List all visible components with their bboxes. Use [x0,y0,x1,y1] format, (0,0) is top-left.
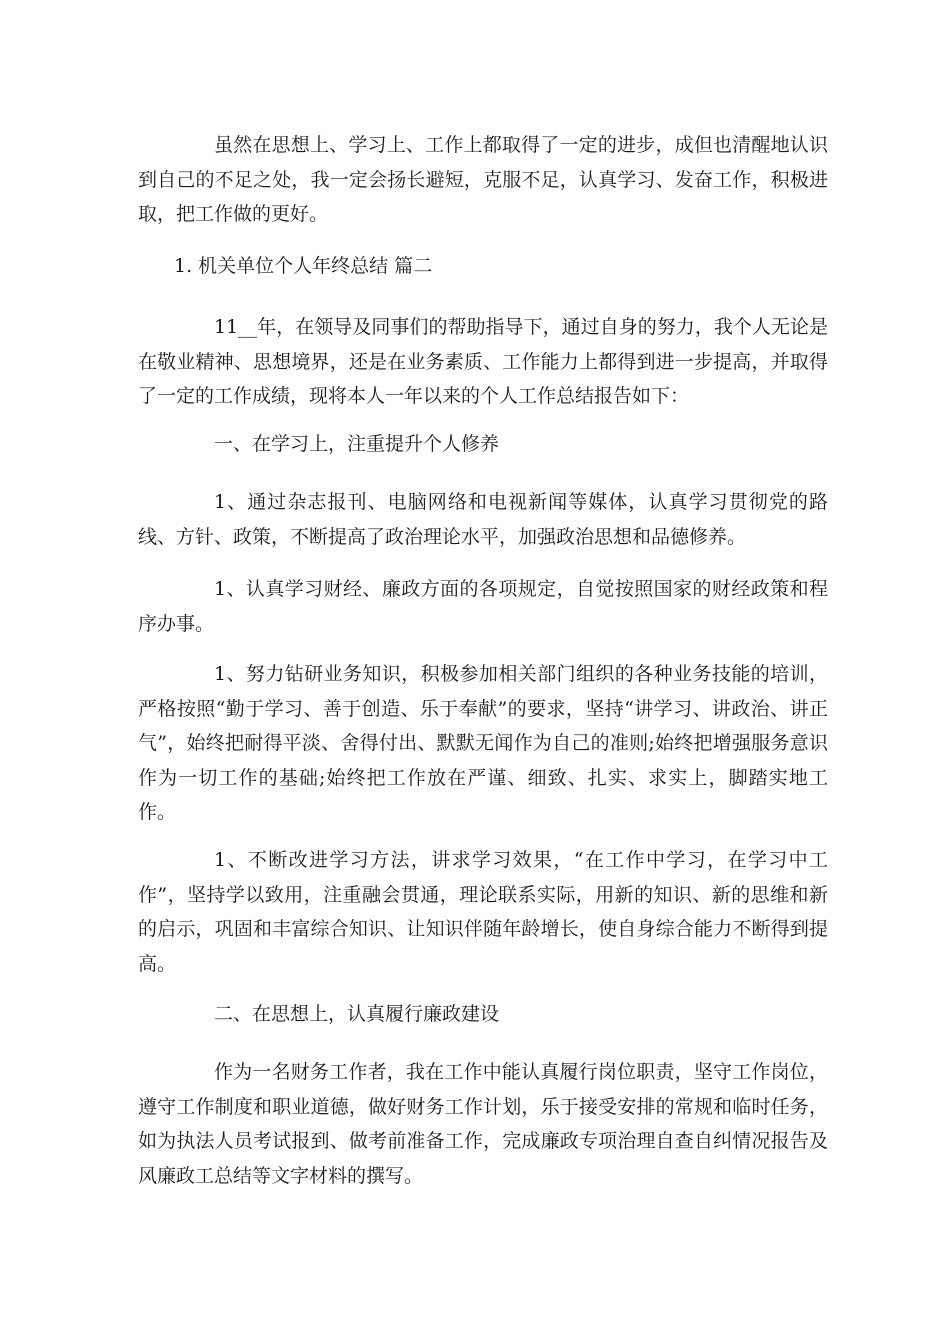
paragraph-study-item-2: 1、认真学习财经、廉政方面的各项规定，自觉按照国家的财经政策和程序办事。 [138,578,828,635]
subheading-study: 一、在学习上，注重提升个人修养 [214,433,500,455]
paragraph-study-item-1: 1、通过杂志报刊、电脑网络和电视新闻等媒体，认真学习贯彻党的路线、方针、政策，不断提高了政治理论水平，加强政治思想和品德修养。 [138,491,828,548]
section-heading-part-two: 1. 机关单位个人年终总结 篇二 [174,255,433,277]
paragraph-study-item-3: 1、努力钻研业务知识，积极参加相关部门组织的各种业务技能的培训，严格按照“勤于学习、善于创造、乐于奉献”的要求，坚持“讲学习、讲政治、讲正气”，始终把耐得平淡、舍得付出、默默无闻作为自己的准则;始终把增强服务意识作为一切工作的基础;始终把工作放在严谨、细致、扎实、求实上，脚踏实地工作。 [138,663,828,823]
paragraph-study-item-4: 1、不断改进学习方法，讲求学习效果，“在工作中学习，在学习中工作”，坚持学以致用，注重融会贯通，理论联系实际，用新的知识、新的思维和新的启示，巩固和丰富综合知识、让知识伴随年龄增长，使自身综合能力不断得到提高。 [138,849,828,975]
subheading-integrity: 二、在思想上，认真履行廉政建设 [214,1003,500,1025]
paragraph-finance-work: 作为一名财务工作者，我在工作中能认真履行岗位职责，坚守工作岗位，遵守工作制度和职业道德，做好财务工作计划，乐于接受安排的常规和临时任务，如为执法人员考试报到、做考前准备工作，完成廉政专项治理自查自纠情况报告及风廉政工总结等文字材料的撰写。 [138,1061,828,1187]
paragraph-progress-summary: 虽然在思想上、学习上、工作上都取得了一定的进步，成但也清醒地认识到自己的不足之处，我一定会扬长避短，克服不足，认真学习、发奋工作，积极进取，把工作做的更好。 [138,134,828,225]
paragraph-intro: 11__年，在领导及同事们的帮助指导下，通过自身的努力，我个人无论是在敬业精神、思想境界，还是在业务素质、工作能力上都得到进一步提高，并取得了一定的工作成绩，现将本人一年以来的个人工作总结报告如下： [138,316,828,407]
